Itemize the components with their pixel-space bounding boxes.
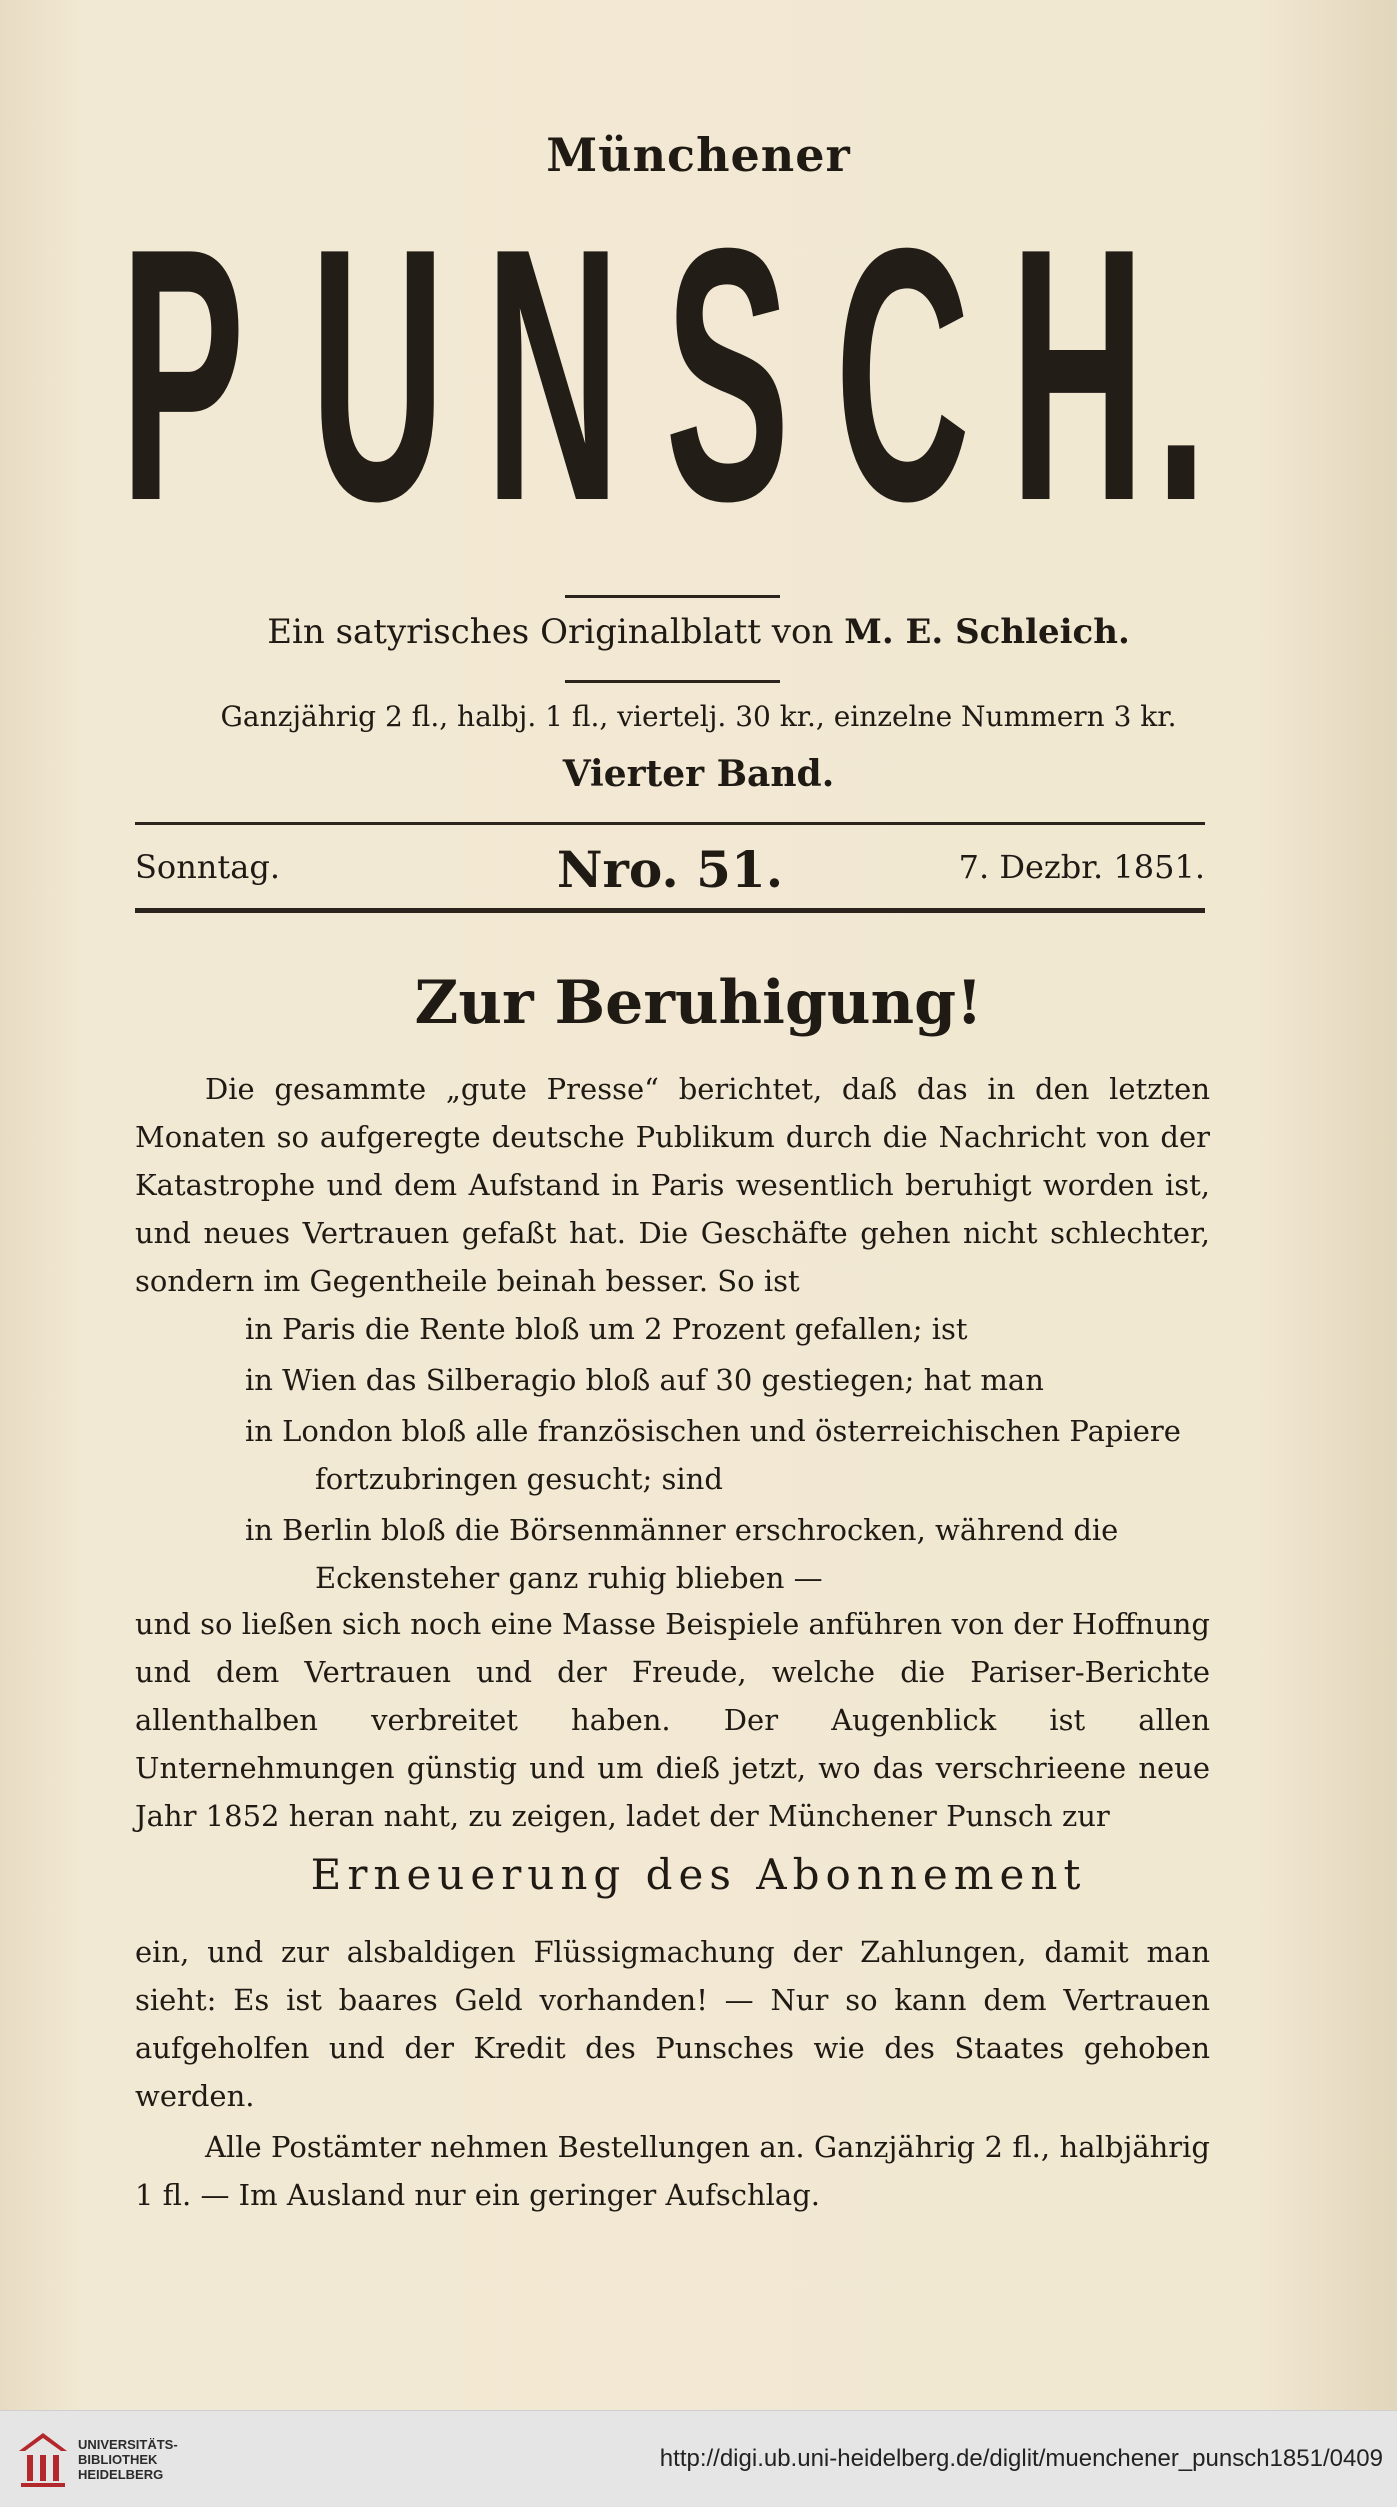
masthead-subtitle bbox=[0, 612, 1397, 652]
issue-day: Sonntag. bbox=[135, 848, 280, 886]
title-letter-period: . bbox=[1155, 174, 1208, 576]
paragraph-4: Alle Postämter nehmen Bestellungen an. Ganzjährig 2 fl., halbjährig 1 fl. — Im Ausland nur ein geringer Aufschlag. bbox=[135, 2130, 1210, 2212]
list-item: in Berlin bloß die Börsenmänner erschrocken, während die Eckensteher ganz ruhig blieben — bbox=[245, 1513, 1119, 1595]
list bbox=[245, 1305, 1210, 1605]
title-letter-n: N bbox=[485, 174, 621, 576]
dateline bbox=[135, 840, 1205, 900]
article-heading: Zur Beruhigung! bbox=[414, 968, 983, 1038]
issue-number: Nro. 51. bbox=[556, 840, 784, 899]
title-letter-h: H bbox=[1010, 174, 1146, 576]
viewer-footer bbox=[0, 2410, 1397, 2507]
paragraph-2: und so ließen sich noch eine Masse Beispiele anführen von der Hoffnung und dem Vertrauen und der Freude, welche die Pariser-Berichte allenthalben verbreitet haben. Der Augenblick ist allen Unternehmungen günstig und um dieß jetzt, wo das verschrieene neue Jahr 1852 heran naht, zu zeigen, ladet der Münchener Punsch zur bbox=[135, 1607, 1210, 1833]
masthead-over-title: Münchener bbox=[546, 128, 851, 182]
paragraph-1: Die gesammte „gute Presse“ berichtet, daß das in den letzten Monaten so aufgeregte deutsche Publikum durch die Nachricht von der Katastrophe und dem Aufstand in Paris wesentlich beruhigt worden ist, und neues Vertrauen gefaßt hat. Die Geschäfte gehen nicht schlechter, sondern im Gegentheile beinah besser. So ist bbox=[135, 1072, 1210, 1298]
title-letter-s: S bbox=[665, 174, 790, 576]
permalink[interactable]: http://digi.ub.uni-heidelberg.de/diglit/muenchener_punsch1851/0409 bbox=[659, 2445, 1383, 2472]
subtitle-prefix: Ein satyrisches Originalblatt von bbox=[267, 612, 834, 652]
issue-date: 7. Dezbr. 1851. bbox=[958, 848, 1205, 886]
subtitle-author: M. E. Schleich. bbox=[844, 612, 1130, 652]
masthead-title bbox=[120, 174, 1210, 576]
divider bbox=[135, 822, 1205, 825]
paragraph-3: ein, und zur alsbaldigen Flüssigmachung der Zahlungen, damit man sieht: Es ist baares Geld vorhanden! — Nur so kann dem Vertrauen aufgeholfen und der Kredit des Punsches wie des Staates gehoben werden. bbox=[135, 1935, 1210, 2113]
subscription-prices: Ganzjährig 2 fl., halbj. 1 fl., viertelj. 30 kr., einzelne Nummern 3 kr. bbox=[220, 700, 1177, 733]
divider bbox=[135, 908, 1205, 913]
section-heading: Erneuerung des Abonnement bbox=[310, 1850, 1087, 1899]
title-letter-c: C bbox=[835, 174, 971, 576]
library-logo-icon bbox=[15, 2429, 71, 2489]
volume-label: Vierter Band. bbox=[562, 753, 835, 795]
library-name: UNIVERSITÄTS- BIBLIOTHEK HEIDELBERG bbox=[78, 2437, 178, 2482]
list-item: in London bloß alle französischen und österreichischen Papiere fortzubringen gesucht; sind bbox=[245, 1414, 1181, 1496]
title-letter-p: P bbox=[120, 174, 245, 576]
divider bbox=[565, 680, 780, 683]
title-letter-u: U bbox=[310, 174, 446, 576]
list-item: in Paris die Rente bloß um 2 Prozent gefallen; ist bbox=[245, 1312, 968, 1346]
list-item: in Wien das Silberagio bloß auf 30 gestiegen; hat man bbox=[245, 1363, 1044, 1397]
divider bbox=[565, 595, 780, 598]
